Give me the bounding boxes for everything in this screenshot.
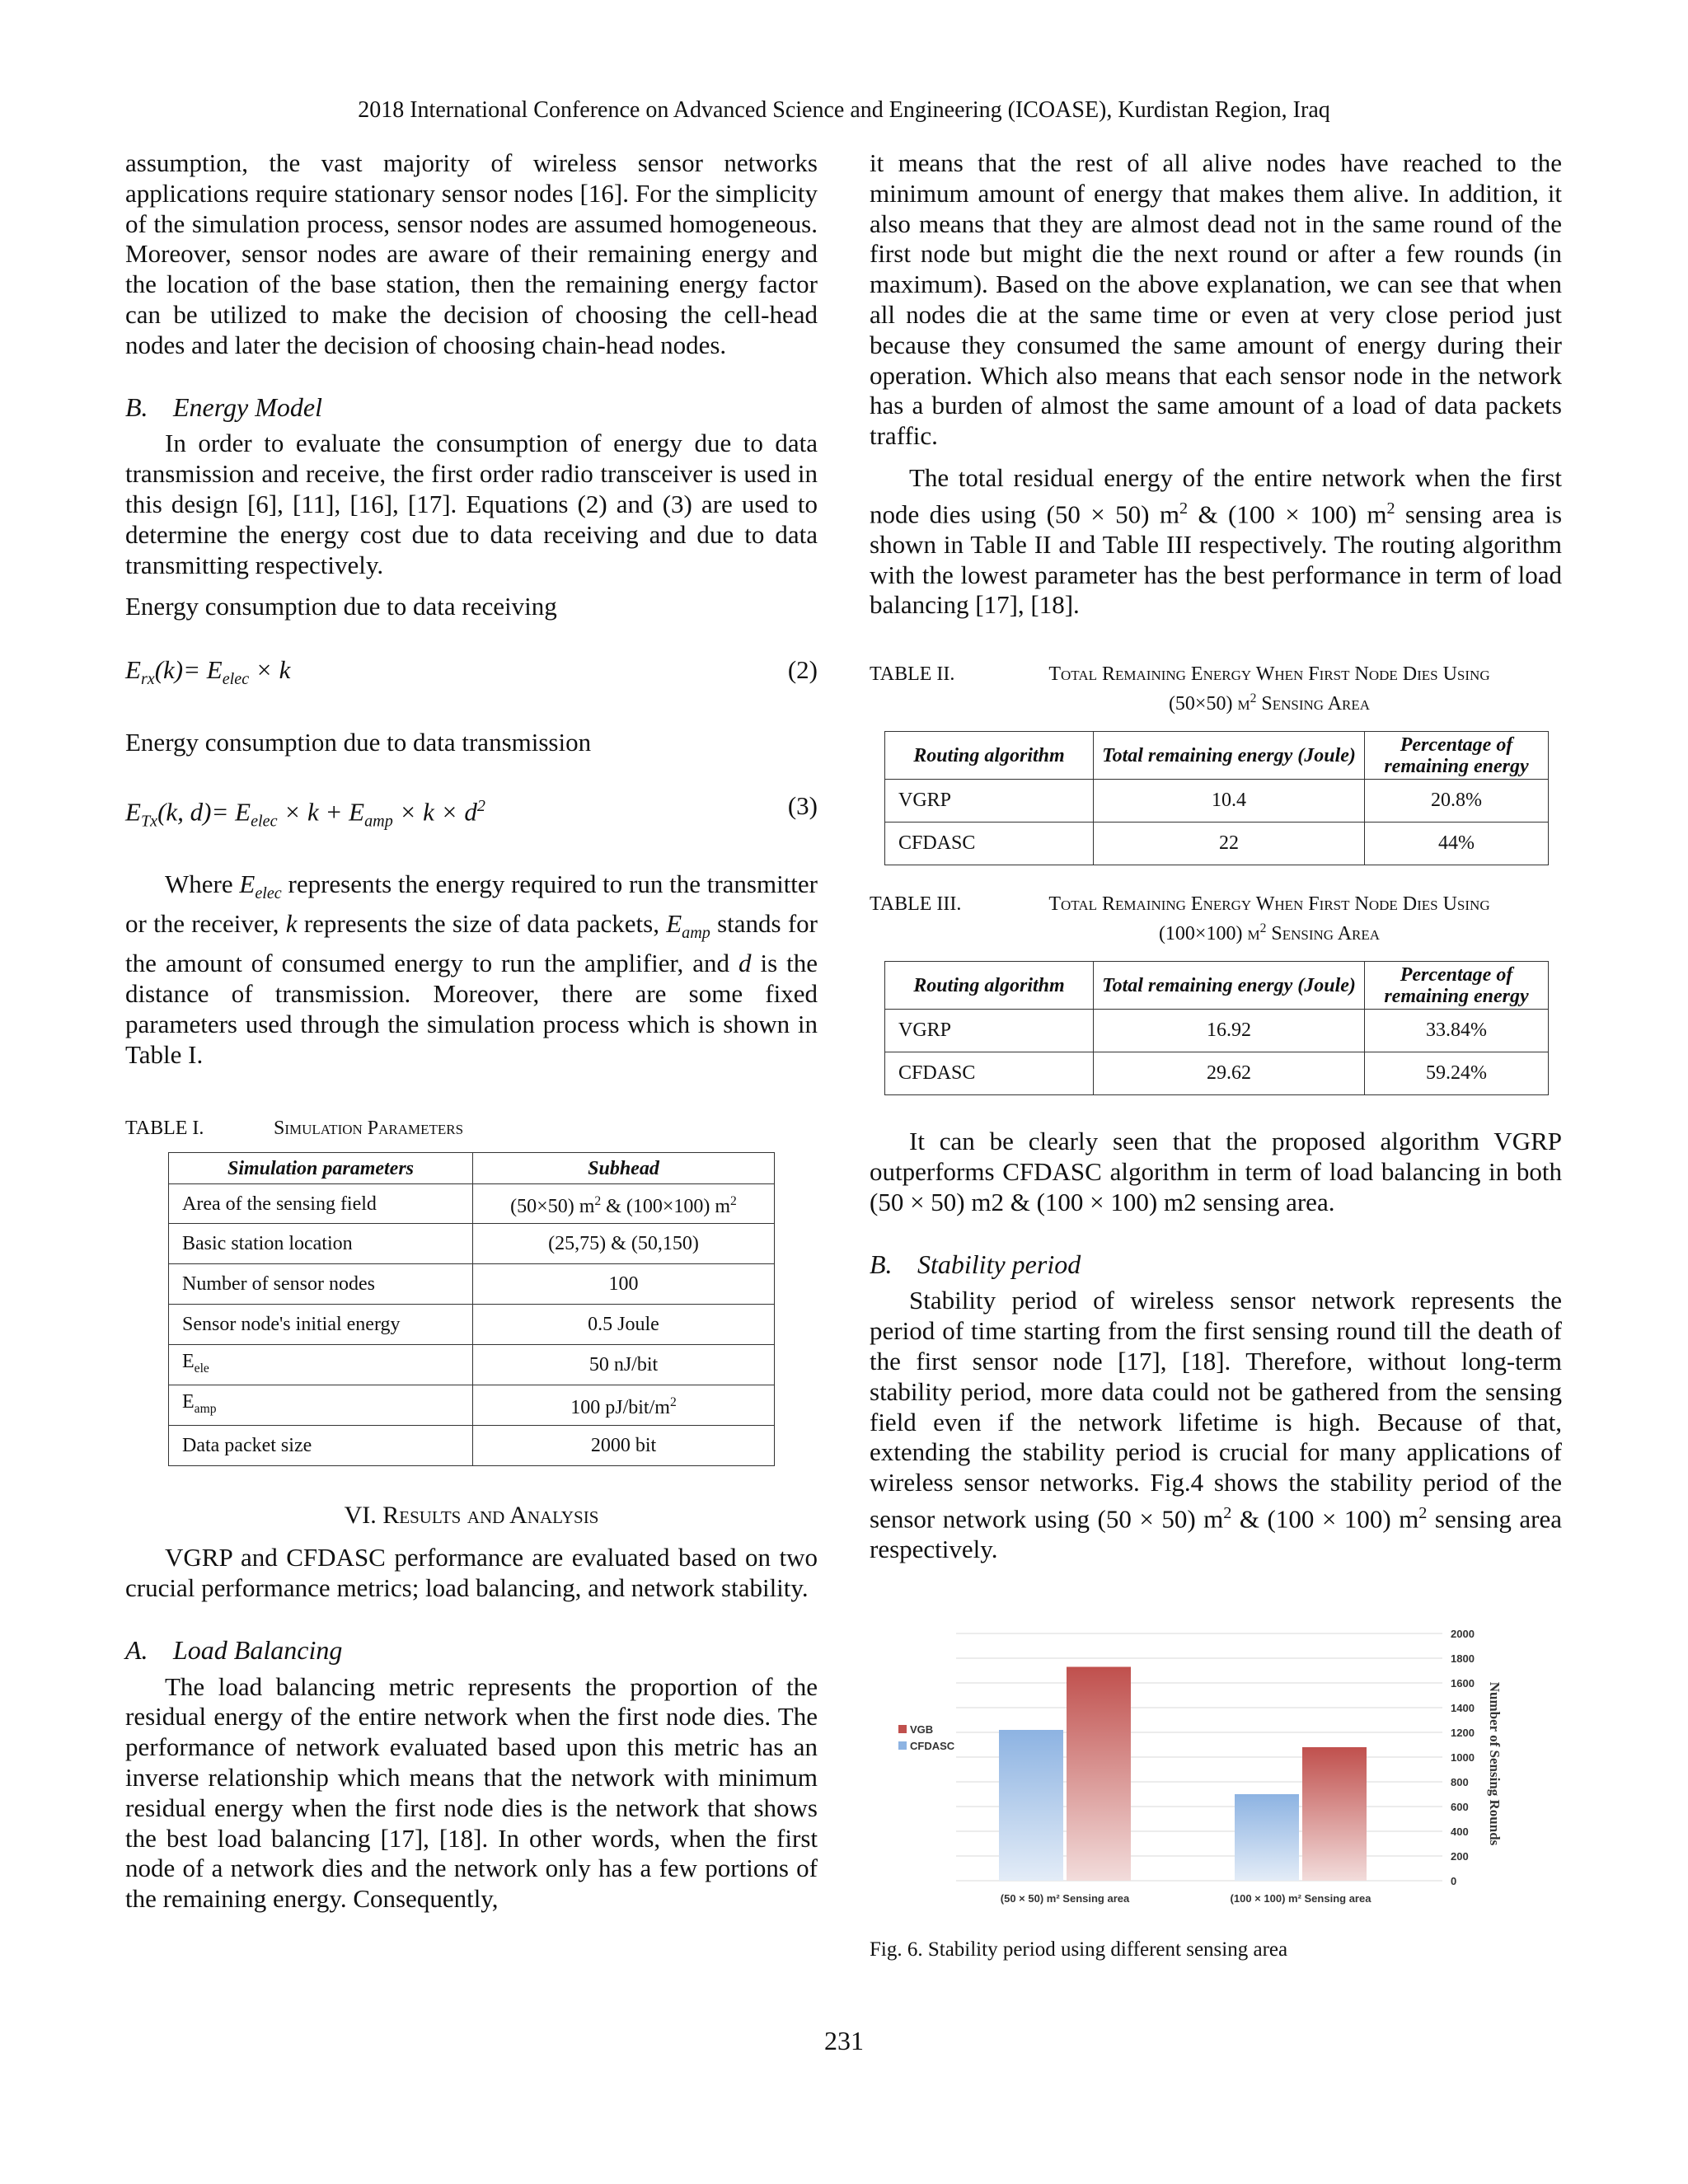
table-row: Data packet size 2000 bit bbox=[169, 1426, 775, 1466]
y-tick-label: 600 bbox=[1451, 1801, 1469, 1813]
table-row: VGRP 10.4 20.8% bbox=[885, 780, 1549, 823]
section-title: Stability period bbox=[917, 1249, 1081, 1279]
paragraph-vgrp: VGRP and CFDASC performance are evaluated based on two crucial performance metrics; load balancing, and network stability. bbox=[125, 1543, 818, 1602]
table3-header-algorithm: Routing algorithm bbox=[885, 962, 1094, 1010]
y-tick-label: 1200 bbox=[1451, 1727, 1475, 1739]
paragraph-total-residual: The total residual energy of the entire network when the first node dies using (50 × 50) $m^2$ & (100 × 100) $m^2$ sensing area is shown in Table II and Table III respectively. The routing algorithm with the lowest parameter has the best performance in term of load balancing [17], [18]. bbox=[870, 462, 1563, 620]
table2-header-energy: Total remaining energy (Joule) bbox=[1094, 732, 1365, 780]
table1-caption bbox=[125, 1116, 818, 1141]
y-tick-label: 400 bbox=[1451, 1825, 1469, 1838]
bar-cfdasc-50 bbox=[999, 1730, 1063, 1881]
y-tick-label: 1000 bbox=[1451, 1751, 1475, 1764]
table2-title: Total Remaining Energy When First Node Dies Using (50×50) $m^2$ Sensing Area bbox=[1048, 663, 1490, 715]
table1-simulation-parameters bbox=[168, 1152, 775, 1466]
equation-2-body: $E_{rx}(k)= E_{elec} \times k$ bbox=[125, 655, 291, 689]
table1-label: TABLE I. bbox=[125, 1118, 204, 1140]
section-heading-energy-model bbox=[125, 392, 818, 423]
rx-label: Energy consumption due to data receiving bbox=[125, 592, 557, 621]
right-column bbox=[870, 148, 1562, 1565]
legend-swatch-vgb bbox=[898, 1725, 907, 1733]
paragraph-where: Where $E_{elec}$ represents the energy required to run the transmitter or the receiver, k represents the size of data packets, $E_{amp}$ stands for the amount of consumed energy to run the amplifier, and d is the distance of transmission. Moreover, there are some fixed parameters used through the simulation process which is shown in Table I. bbox=[125, 869, 818, 1069]
table1-title: Simulation Parameters bbox=[274, 1118, 464, 1140]
running-header: 2018 International Conference on Advanced Science and Engineering (ICOASE), Kurdistan Region, Iraq bbox=[358, 97, 1330, 123]
equation-3-number: (3) bbox=[787, 790, 818, 820]
section-heading-load-balancing bbox=[125, 1635, 818, 1666]
table2-caption bbox=[870, 662, 1562, 716]
table3-header-energy: Total remaining energy (Joule) bbox=[1094, 962, 1365, 1010]
paragraph-energy-model: In order to evaluate the consumption of energy due to data transmission and receive, the first order radio transceiver is used in this design [6], [11], [16], [17]. Equations (2) and (3) are used to determine the energy cost due to data receiving and due to data transmitting respectively. bbox=[125, 429, 818, 579]
bar-cfdasc-100 bbox=[1235, 1794, 1299, 1881]
paragraph-means: it means that the rest of all alive nodes have reached to the minimum amount of energy that makes them alive. In addition, it also means that they are almost dead not in the same round of the first node but might die the next round or after a few rounds (in maximum). Based on the above explanation, we can see that when all nodes die at the same time or even at very close period just because they consumed the same amount of energy during their operation. Which also means that each sensor node in the network has a burden of almost the same amount of a load of data packets traffic. bbox=[870, 148, 1562, 451]
figure-caption: Fig. 6. Stability period using different sensing area bbox=[870, 1938, 1288, 1961]
table-row: $E_{amp}$ 100 $pJ/bit/m^2$ bbox=[169, 1385, 775, 1426]
y-axis-label: Number of Sensing Rounds bbox=[1487, 1681, 1503, 1846]
table2-header-algorithm: Routing algorithm bbox=[885, 732, 1094, 780]
section-number: A. bbox=[125, 1634, 148, 1665]
section-heading-results: VI. Results and Analysis bbox=[344, 1502, 599, 1530]
legend-swatch-cfdasc bbox=[898, 1741, 907, 1750]
table-row: CFDASC 22 44% bbox=[885, 823, 1549, 865]
table-row: Basic station location (25,75) & (50,150) bbox=[169, 1224, 775, 1264]
tx-label: Energy consumption due to data transmission bbox=[125, 728, 592, 757]
paragraph-assumption: assumption, the vast majority of wireless sensor networks applications require stationary sensor nodes [16]. For the simplicity of the simulation process, sensor nodes are assumed homogeneous. Moreover, sensor nodes are aware of their remaining energy and the location of the base station, then the remaining energy factor can be utilized to make the decision of choosing the cell-head nodes and later the decision of choosing chain-head nodes. bbox=[125, 148, 818, 359]
section-title: Energy Model bbox=[173, 391, 322, 422]
x-category-label-100: (100 × 100) m² Sensing area bbox=[1230, 1892, 1372, 1905]
paragraph-load-balancing: The load balancing metric represents the proportion of the residual energy of the entire network when the first node dies. The performance of network evaluated based upon this metric has an inverse relationship which means that the network with minimum residual energy when the first node dies is the network that shows the best load balancing [17], [18]. In other words, when the first node of a network dies and the network only has a few portions of the remaining energy. Consequently, bbox=[125, 1671, 818, 1914]
table-row: Area of the sensing field (50×50) $m^2$ & (100×100) $m^2$ bbox=[169, 1184, 775, 1224]
y-tick-label: 2000 bbox=[1451, 1628, 1475, 1640]
table-row: Sensor node's initial energy 0.5 Joule bbox=[169, 1305, 775, 1345]
y-tick-label: 0 bbox=[1451, 1875, 1457, 1887]
table3-title: Total Remaining Energy When First Node Dies Using (100×100) $m^2$ Sensing Area bbox=[1048, 893, 1490, 945]
table2-remaining-energy-50 bbox=[884, 731, 1549, 865]
table-row: $E_{ele}$ 50 nJ/bit bbox=[169, 1345, 775, 1385]
section-heading-stability-period bbox=[870, 1249, 1562, 1280]
equation-3-body: $E_{Tx}(k$, $d)= E_{elec} \times k + E_{amp} \times k \times d^2$ bbox=[125, 796, 485, 831]
table-row: CFDASC 29.62 59.24% bbox=[885, 1052, 1549, 1095]
table-row: VGRP 16.92 33.84% bbox=[885, 1010, 1549, 1052]
stability-period-chart bbox=[874, 1615, 1533, 1920]
table2-label: TABLE II. bbox=[870, 663, 955, 686]
table3-header-percentage: Percentage of remaining energy bbox=[1365, 962, 1549, 1010]
y-tick-label: 1600 bbox=[1451, 1677, 1475, 1690]
y-tick-label: 200 bbox=[1451, 1850, 1469, 1863]
table3-label: TABLE III. bbox=[870, 893, 962, 916]
equation-3 bbox=[125, 791, 818, 837]
left-column bbox=[125, 148, 818, 1915]
legend-label-vgb: VGB bbox=[910, 1723, 934, 1736]
equation-2-number: (2) bbox=[787, 655, 818, 685]
x-category-label-50: (50 × 50) m² Sensing area bbox=[1000, 1892, 1130, 1905]
y-tick-label: 1800 bbox=[1451, 1652, 1475, 1665]
paragraph-clearly-seen: It can be clearly seen that the proposed algorithm VGRP outperforms CFDASC algorithm in term of load balancing in both (50 × 50) m2 & (100 × 100) m2 sensing area. bbox=[870, 1127, 1562, 1216]
section-number: B. bbox=[870, 1249, 893, 1279]
paragraph-stability: Stability period of wireless sensor network represents the period of time starting from the first sensing round till the death of the first sensor node [17], [18]. Therefore, without long-term stability period, more data could not be gathered from the sensing field even if the network lifetime is high. Because of that, extending the stability period is crucial for many applications of wireless sensor networks. Fig.4 shows the stability period of the sensor network using (50 × 50) $m^2$ & (100 × 100) $m^2$ sensing area respectively. bbox=[870, 1286, 1563, 1564]
page-number: 231 bbox=[824, 2026, 864, 2055]
table1-header-param: Simulation parameters bbox=[169, 1153, 473, 1184]
table3-remaining-energy-100 bbox=[884, 961, 1549, 1095]
bar-vgb-100 bbox=[1302, 1747, 1367, 1881]
table-row: Number of sensor nodes 100 bbox=[169, 1264, 775, 1305]
y-tick-label: 1400 bbox=[1451, 1702, 1475, 1714]
y-tick-label: 800 bbox=[1451, 1776, 1469, 1788]
section-number: B. bbox=[125, 391, 148, 422]
legend-label-cfdasc: CFDASC bbox=[910, 1740, 955, 1752]
equation-2 bbox=[125, 655, 818, 695]
section-title: Load Balancing bbox=[173, 1634, 343, 1665]
table3-caption bbox=[870, 892, 1562, 946]
table1-header-subhead: Subhead bbox=[473, 1153, 775, 1184]
bar-vgb-50 bbox=[1067, 1667, 1131, 1882]
table2-header-percentage: Percentage of remaining energy bbox=[1365, 732, 1549, 780]
